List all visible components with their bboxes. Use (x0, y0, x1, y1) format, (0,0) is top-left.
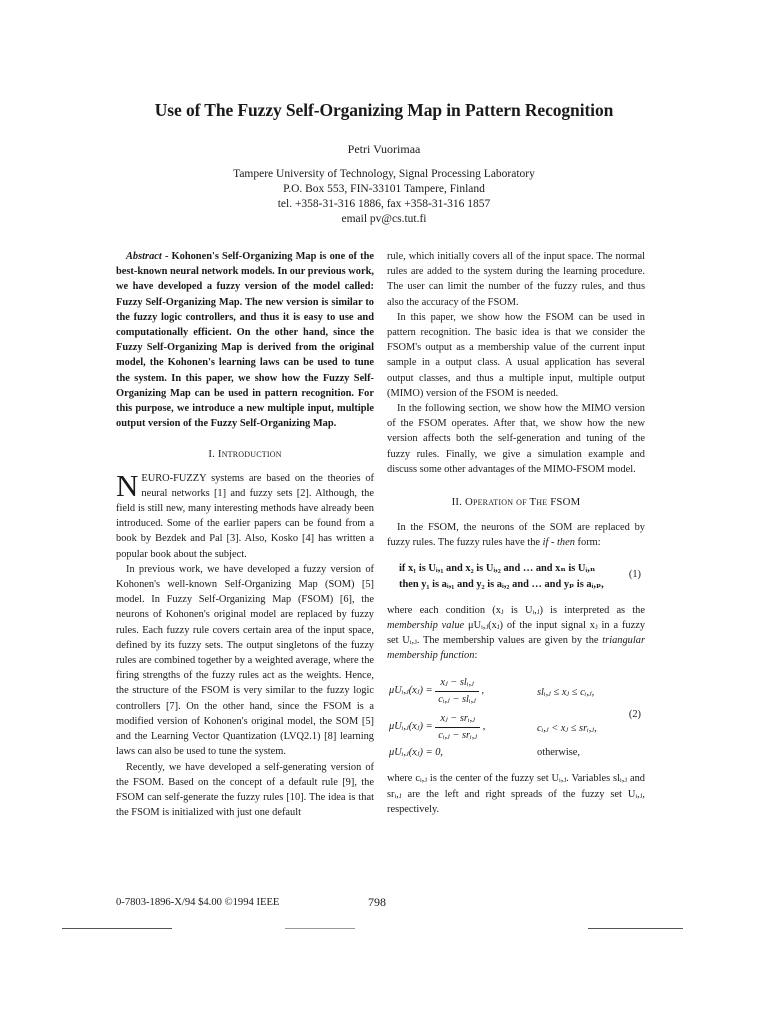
bottom-rule-right (588, 928, 683, 929)
affiliation-line: Tampere University of Technology, Signal Processing Laboratory (233, 168, 535, 180)
abstract-text: - Kohonen's Self-Organizing Map is one of the best-known neural network models. In our previous work, we have developed a fuzzy version of the model called: Fuzzy Self-Organizing Map. The new version is similar to the fuzzy logic controllers, and thus it is easy to use and computationally efficient. On the other hand, since the Fuzzy Self-Organizing Map is derived from the original model, the Kohonen's learning laws can be used to tune the system. In this paper, we show how the Fuzzy Self-Organizing Map can be used in pattern recognition. For this purpose, we introduce a new multiple input, multiple output version of the Fuzzy Self-Organizing Map. (116, 251, 374, 430)
intro-paragraph-3: Recently, we have developed a self-generating version of the FSOM. Based on the concept of a default rule [9], the FSOM can self-generate the fuzzy rules [10]. The idea is that the FSOM is initialized with just one default (116, 761, 374, 819)
if-then-term: if - then (542, 537, 575, 549)
equation-1-number: (1) (628, 568, 641, 580)
equation-2-condition-2: cᵢ,ⱼ < xⱼ ≤ srᵢ,ⱼ, (537, 723, 597, 735)
fraction-numerator: xⱼ − srᵢ,ⱼ (435, 711, 480, 727)
equation-2-condition-3: otherwise, (537, 747, 580, 759)
intro-paragraph-1-text: EURO-FUZZY systems are based on the theories of neural networks [1] and fuzzy sets [2]. Although, the field is still new, many interesting methods have already been introduced. Some of the earlier papers can be found from a book by Bezdek and Pal [3]. Also, Kosko [4] has written a popular book about the subject. (116, 472, 374, 560)
equation-2-row-2: μUᵢ,ⱼ(xⱼ) = $\frac{\text{xⱼ − srᵢ,ⱼ}}{\text{cᵢ,ⱼ − srᵢ,ⱼ}}$ , (389, 711, 485, 742)
operation-paragraph-1 (387, 520, 645, 550)
section-heading-introduction: I. Introduction (208, 448, 282, 461)
operation-p1-tail: form: (574, 537, 601, 549)
intro-paragraph-2: In previous work, we have developed a fuzzy version of Kohonen's well-known Self-Organizing Map (SOM) [5] model. In Fuzzy Self-Organizing Map (FSOM) [6], the neurons of Kohonen's original model are replaced by fuzzy rules. Each fuzzy rule covers certain area of the input space, defined by its fuzzy sets. The output singletons of the fuzzy rules are combined together by a weighted average, where the firing strengths of the fuzzy rules act as the weights. Hence, the structure of the FSOM is very similar to the fuzzy logic controllers [7]. On the other hand, since the FSOM is a modified version of Kohonen's original model, the SOM [5] and the Learning Vector Quantization (LVQ2.1) [8] learning laws can also be used to tune the system. (116, 563, 374, 758)
left-column (116, 249, 374, 820)
equation-1 (387, 557, 645, 595)
equation-2 (387, 669, 645, 761)
intro-paragraph-1 (116, 467, 374, 562)
abstract-label: Abstract (126, 251, 162, 262)
operation-paragraph-3: where cᵢ,ⱼ is the center of the fuzzy set Uᵢ,ⱼ. Variables slᵢ,ⱼ and srᵢ,ⱼ are the left and right spreads of the fuzzy set Uᵢ,ⱼ, respectively. (387, 773, 645, 815)
fraction (435, 675, 479, 706)
equation-2-row-1: μUᵢ,ⱼ(xⱼ) = $\frac{\text{xⱼ − slᵢ,ⱼ}}{\text{cᵢ,ⱼ − slᵢ,ⱼ}}$ , (389, 675, 484, 706)
equation-2-number: (2) (628, 709, 641, 721)
section-heading-operation: II. Operation of The FSOM (451, 496, 581, 509)
operation-p2-text-b: μUᵢ,ⱼ(xⱼ) of the input signal xⱼ in a fuzzy set Uᵢ,ⱼ. The membership values are given by the (387, 619, 646, 647)
fraction-numerator: xⱼ − slᵢ,ⱼ (435, 675, 479, 691)
affiliation-line: tel. +358-31-316 1886, fax +358-31-316 1857 (277, 198, 491, 210)
operation-p2-text-c: : (474, 650, 478, 662)
affiliation-line: P.O. Box 553, FIN-33101 Tampere, Finland (283, 183, 485, 195)
bottom-rule-left (62, 928, 172, 929)
fraction-denominator: cᵢ,ⱼ − slᵢ,ⱼ (438, 693, 476, 705)
email-line: email pv@cs.tut.fi (341, 213, 427, 225)
page-number: 798 (368, 895, 386, 909)
footer-copyright: 0-7803-1896-X/94 $4.00 ©1994 IEEE (116, 897, 280, 908)
right-column (387, 249, 645, 817)
affiliation-block (0, 167, 768, 227)
abstract (116, 249, 374, 431)
intro-paragraph-5: In this paper, we show how the FSOM can be used in pattern recognition. The basic idea is that we consider the FSOM's output as a membership value of the current input sample in a output class. A usual application has several output classes, and thus a multiple input, multiple output (MIMO) version of the FSOM is needed. (387, 311, 645, 399)
equation-1-line-2: then y₁ is aᵢ,₁ and y₂ is aᵢ,₂ and … and yₚ is aᵢ,ₚ, (399, 578, 604, 590)
bottom-rule-center (285, 928, 355, 929)
dropcap-letter: N (116, 467, 139, 503)
equation-1-line-1: if x₁ is Uᵢ,₁ and x₂ is Uᵢ,₂ and … and xₙ is Uᵢ,ₙ (399, 562, 596, 574)
paper-title: Use of The Fuzzy Self-Organizing Map in Pattern Recognition (154, 100, 614, 120)
operation-p2-text-a: where each condition (xⱼ is Uᵢ,ⱼ) is interpreted as the (387, 604, 645, 616)
equation-2-lhs: μUᵢ,ⱼ(xⱼ) = (389, 721, 433, 733)
intro-paragraph-4: rule, which initially covers all of the input space. The normal rules are added to the system during the learning procedure. The user can limit the number of the fuzzy rules, and thus also the accuracy of the FSOM. (387, 251, 645, 308)
operation-paragraph-2 (387, 603, 645, 664)
triangular-function-term: triangular membership function (387, 635, 645, 662)
equation-2-lhs: μUᵢ,ⱼ(xⱼ) = (389, 685, 433, 697)
fraction (435, 711, 480, 742)
fraction-denominator: cᵢ,ⱼ − srᵢ,ⱼ (438, 729, 478, 741)
intro-paragraph-6: In the following section, we show how the MIMO version of the FSOM operates. After that, we show how the new version affects both the self-generation and tuning of the fuzzy rules. Finally, we give a simulation example and discuss some other advantages of the MIMO-FSOM model. (387, 403, 645, 475)
equation-2-row-3: μUᵢ,ⱼ(xⱼ) = 0, (389, 747, 443, 759)
operation-p1-text: In the FSOM, the neurons of the SOM are replaced by fuzzy rules. The fuzzy rules have the (387, 522, 645, 549)
membership-value-term: membership value (387, 619, 465, 631)
author-name: Petri Vuorimaa (347, 142, 421, 156)
equation-2-condition-1: slᵢ,ⱼ ≤ xⱼ ≤ cᵢ,ⱼ, (537, 687, 595, 699)
